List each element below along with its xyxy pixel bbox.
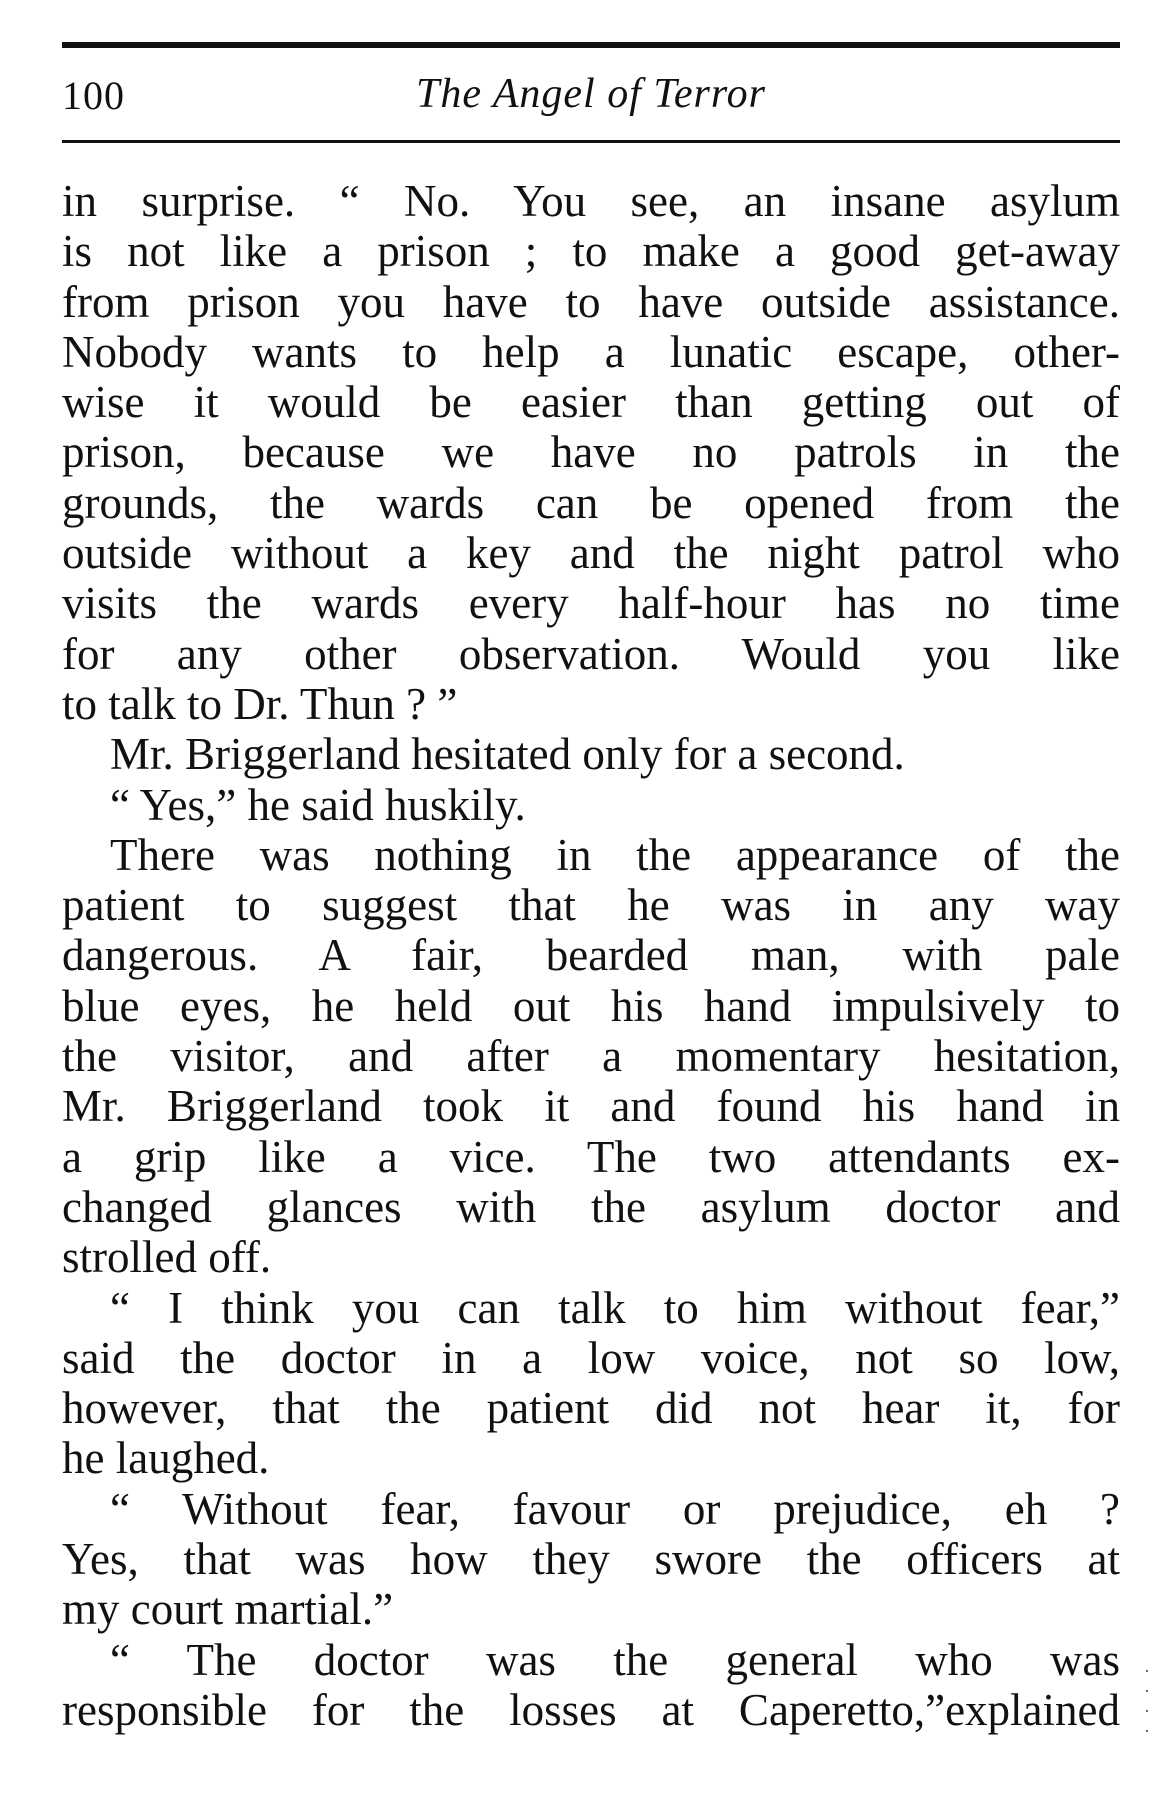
text-line: visits the wards every half-hour has no time bbox=[62, 578, 1120, 629]
text-line: is not like a prison ; to make a good get-away bbox=[62, 226, 1120, 277]
page-number: 100 bbox=[62, 73, 125, 118]
text-line: to talk to Dr. Thun ? ” bbox=[62, 678, 458, 729]
text-line: said the doctor in a low voice, not so low, bbox=[62, 1332, 1120, 1383]
text-line: from prison you have to have outside assistance. bbox=[62, 276, 1120, 327]
body-text bbox=[62, 176, 1120, 1735]
text-line: responsible for the losses at Caperetto,”explained bbox=[62, 1684, 1120, 1735]
text-line: Nobody wants to help a lunatic escape, other- bbox=[62, 326, 1120, 377]
text-line: “ The doctor was the general who was bbox=[110, 1634, 1120, 1685]
text-line: however, that the patient did not hear it, for bbox=[62, 1383, 1120, 1434]
text-line: “ Yes,” he said huskily. bbox=[110, 779, 526, 830]
text-line: the visitor, and after a momentary hesitation, bbox=[62, 1031, 1120, 1082]
text-line: outside without a key and the night patrol who bbox=[62, 528, 1120, 579]
text-line: Yes, that was how they swore the officers at bbox=[62, 1534, 1120, 1585]
text-line: prison, because we have no patrols in the bbox=[62, 427, 1120, 478]
text-line: Mr. Briggerland hesitated only for a second. bbox=[110, 729, 905, 780]
text-line: Mr. Briggerland took it and found his hand in bbox=[62, 1081, 1120, 1132]
text-line: patient to suggest that he was in any way bbox=[62, 880, 1120, 931]
header-rule-top bbox=[62, 42, 1120, 48]
text-line: he laughed. bbox=[62, 1433, 270, 1484]
text-line: my court martial.” bbox=[62, 1584, 394, 1635]
text-line: “ Without fear, favour or prejudice, eh ? bbox=[110, 1483, 1120, 1534]
text-line: There was nothing in the appearance of the bbox=[110, 829, 1120, 880]
text-line: strolled off. bbox=[62, 1232, 272, 1283]
text-line: dangerous. A fair, bearded man, with pale bbox=[62, 930, 1120, 981]
text-line: changed glances with the asylum doctor and bbox=[62, 1181, 1120, 1232]
text-line: “ I think you can talk to him without fear,” bbox=[110, 1282, 1120, 1333]
text-line: a grip like a vice. The two attendants ex- bbox=[62, 1131, 1120, 1182]
text-line: grounds, the wards can be opened from the bbox=[62, 477, 1120, 528]
text-line: blue eyes, he held out his hand impulsively to bbox=[62, 980, 1120, 1031]
text-line: for any other observation. Would you like bbox=[62, 628, 1120, 679]
margin-specks bbox=[1146, 1670, 1150, 1790]
text-line: in surprise. “ No. You see, an insane asylum bbox=[62, 176, 1120, 226]
header-rule-bottom bbox=[62, 140, 1120, 143]
running-head bbox=[62, 64, 1120, 124]
text-line: wise it would be easier than getting out of bbox=[62, 377, 1120, 428]
running-title: The Angel of Terror bbox=[416, 71, 766, 117]
